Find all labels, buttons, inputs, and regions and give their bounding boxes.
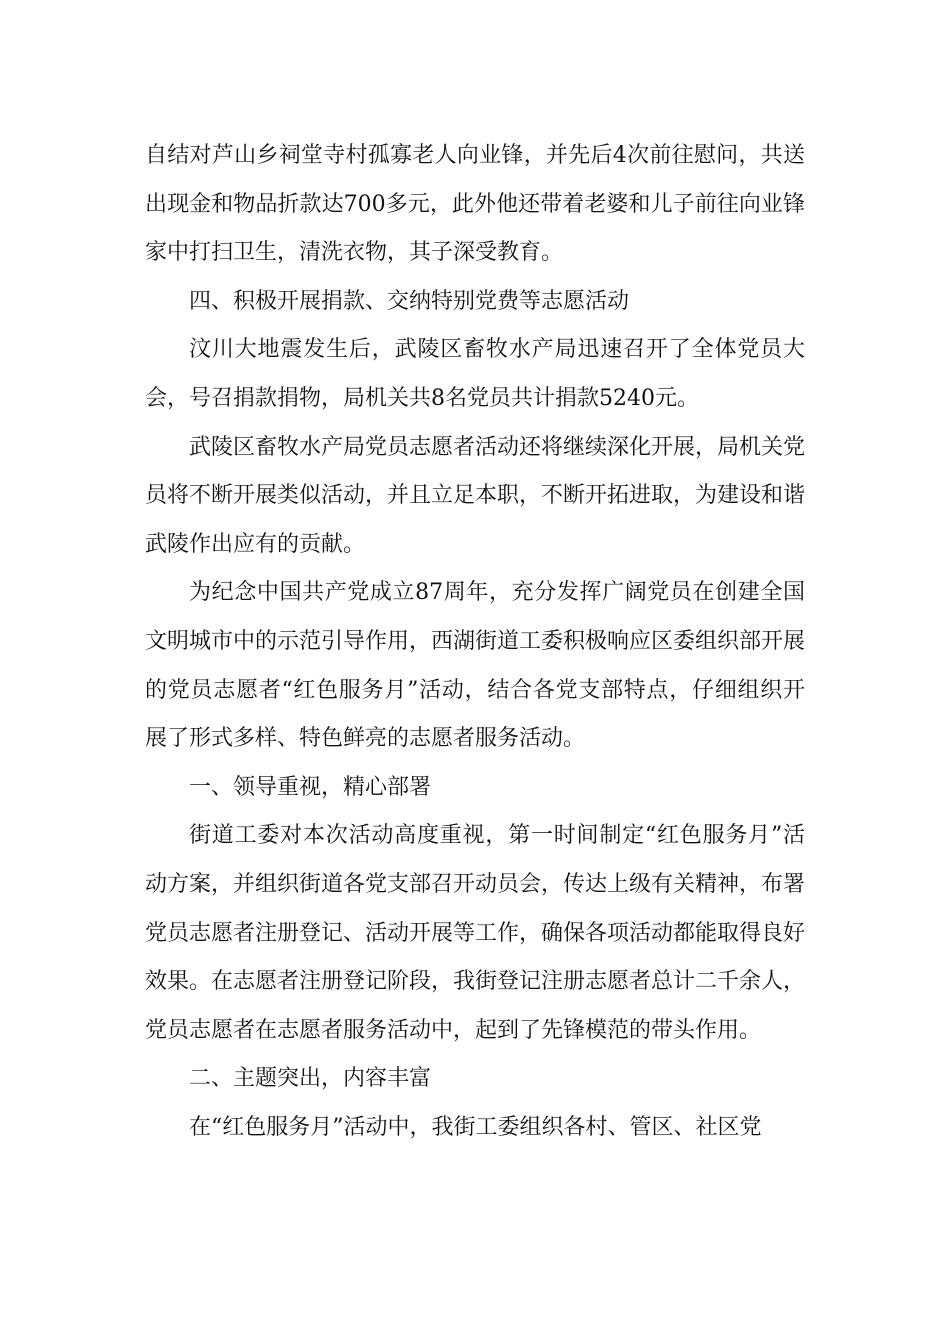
- section-heading-two: 二、主题突出，内容丰富: [189, 1066, 432, 1092]
- paragraph-continuation: 自结对芦山乡祠堂寺村孤寡老人向业锋，并先后4次前往慰问，共送出现金和物品折款达700多元，此外他还带着老婆和儿子前往向业锋家中打扫卫生，清洗衣物，其子深受教育。: [145, 143, 805, 266]
- paragraph-leadership: 街道工委对本次活动高度重视，第一时间制定“红色服务月”活动方案，并组织街道各党支部召开动员会，传达上级有关精神，布署党员志愿者注册登记、活动开展等工作，确保各项活动都能取得良好效果。在志愿者注册登记阶段，我街登记注册志愿者总计二千余人，党员志愿者在志愿者服务活动中，起到了先锋模范的带头作用。: [145, 823, 806, 1043]
- paragraph-activities-start: 在“红色服务月”活动中，我街工委组织各村、管区、社区党: [189, 1114, 762, 1140]
- paragraph-earthquake-donation: 汶川大地震发生后，武陵区畜牧水产局迅速召开了全体党员大会，号召捐款捐物，局机关共8名党员共计捐款5240元。: [145, 337, 805, 411]
- document-body: [145, 132, 805, 1152]
- paragraph-red-service-month-intro: 为纪念中国共产党成立87周年，充分发挥广阔党员在创建全国文明城市中的示范引导作用，西湖街道工委积极响应区委组织部开展的党员志愿者“红色服务月”活动，结合各党支部特点，仔细组织开展了形式多样、特色鲜亮的志愿者服务活动。: [145, 580, 806, 752]
- section-heading-one: 一、领导重视，精心部署: [189, 774, 432, 800]
- section-heading-four: 四、积极开展捐款、交纳特别党费等志愿活动: [189, 288, 630, 314]
- paragraph-volunteer-outlook: 武陵区畜牧水产局党员志愿者活动还将继续深化开展，局机关党员将不断开展类似活动，并且立足本职，不断开拓进取，为建设和谐武陵作出应有的贡献。: [145, 434, 806, 557]
